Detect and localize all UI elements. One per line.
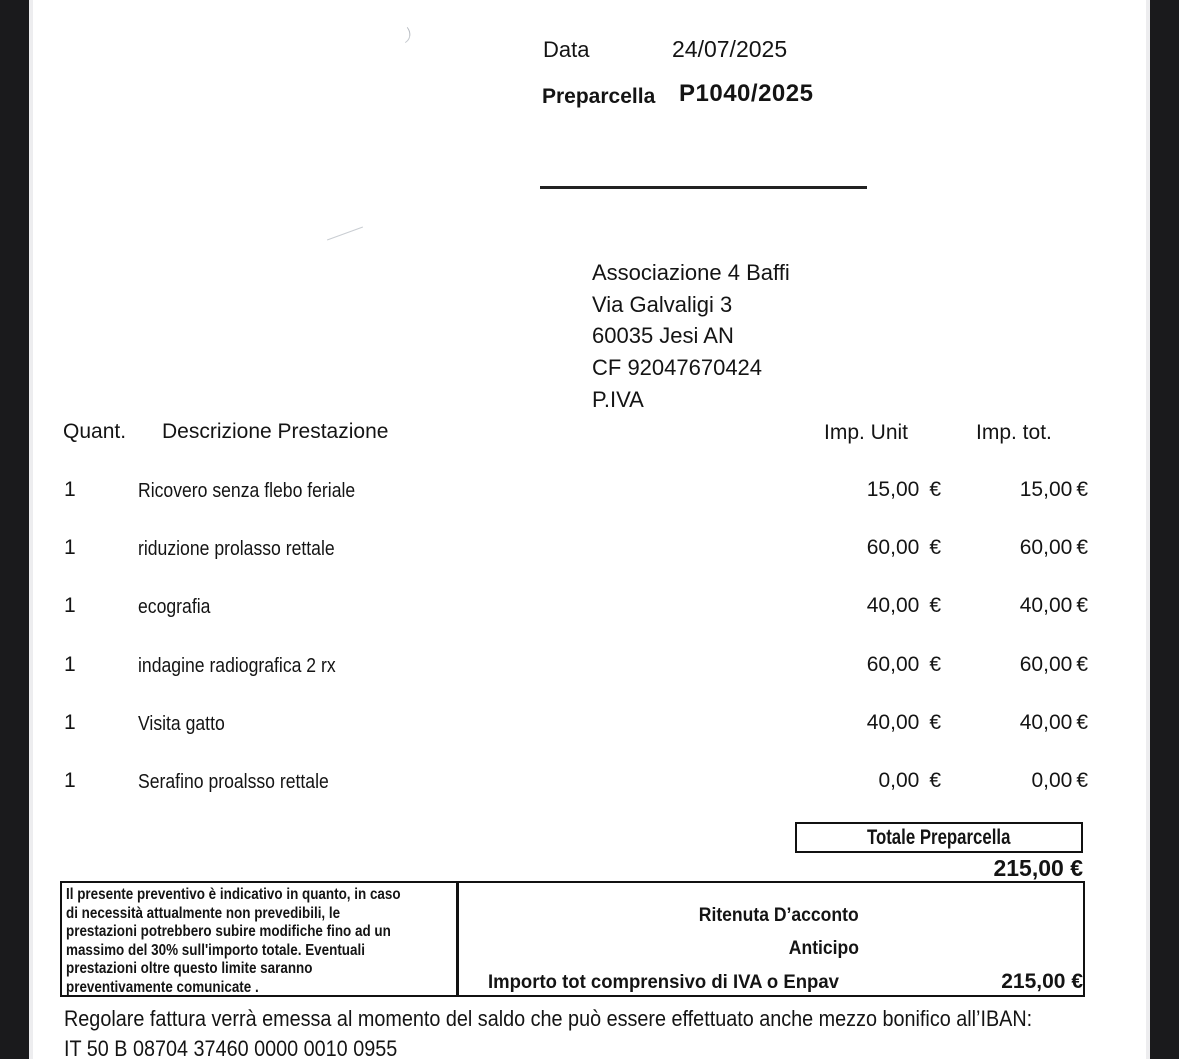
column-header-description: Descrizione Prestazione xyxy=(162,420,389,443)
total-box xyxy=(795,822,1083,853)
preparcella-number: P1040/2025 xyxy=(679,80,814,107)
ritenuta-label: Ritenuta D’acconto xyxy=(699,904,859,926)
row-quantity: 1 xyxy=(64,653,76,676)
disclaimer-line: preventivamente comunicate . xyxy=(66,978,259,996)
euro-symbol: € xyxy=(1076,536,1088,559)
row-quantity: 1 xyxy=(64,769,76,792)
table-row xyxy=(0,536,1179,562)
euro-symbol: € xyxy=(929,653,941,676)
row-description: Visita gatto xyxy=(138,713,225,735)
row-description: riduzione prolasso rettale xyxy=(138,538,335,560)
column-header-qty: Quant. xyxy=(63,420,127,443)
page-left-edge xyxy=(29,0,33,1059)
euro-symbol: € xyxy=(1076,653,1088,676)
row-description: ecografia xyxy=(138,596,211,618)
row-unit-price: 60,00 € xyxy=(866,653,941,676)
euro-symbol: € xyxy=(929,769,941,792)
row-unit-price: 0,00 € xyxy=(878,769,941,792)
recipient-address-line: Associazione 4 Baffi xyxy=(592,260,790,285)
date-label: Data xyxy=(543,37,590,62)
disclaimer-line: prestazioni oltre questo limite saranno xyxy=(66,960,313,978)
row-unit-price: 60,00 € xyxy=(866,536,941,559)
disclaimer-line: massimo del 30% sull'importo totale. Eventuali xyxy=(66,941,365,959)
table-row xyxy=(0,711,1179,737)
preparcella-label: Preparcella xyxy=(542,85,656,108)
table-row xyxy=(0,653,1179,679)
summary-box xyxy=(60,881,1085,997)
euro-symbol: € xyxy=(1076,478,1088,501)
row-quantity: 1 xyxy=(64,711,76,734)
row-total-price: 15,00 € xyxy=(1019,478,1088,501)
row-total-price: 0,00 € xyxy=(1031,769,1088,792)
recipient-address-line: 60035 Jesi AN xyxy=(592,323,734,349)
recipient-address-line: CF 92047670424 xyxy=(592,355,763,381)
disclaimer-line: prestazioni potrebbero subire modifiche fino ad un xyxy=(66,923,391,941)
euro-symbol: € xyxy=(929,594,941,617)
euro-symbol: € xyxy=(929,536,941,559)
row-quantity: 1 xyxy=(64,594,76,617)
row-quantity: 1 xyxy=(64,478,76,501)
header-divider-line xyxy=(540,186,867,189)
date-value: 24/07/2025 xyxy=(672,36,788,62)
grand-total-value: 215,00 € xyxy=(993,855,1083,881)
euro-symbol: € xyxy=(929,478,941,501)
column-header-total-price: Imp. tot. xyxy=(976,421,1052,444)
table-row xyxy=(0,769,1179,795)
row-description: Serafino proalsso rettale xyxy=(138,771,329,793)
disclaimer-line: Il presente preventivo è indicativo in quanto, in caso xyxy=(66,886,401,903)
row-unit-price: 40,00 € xyxy=(866,594,941,617)
recipient-address-line: Via Galvaligi 3 xyxy=(592,291,733,317)
row-quantity: 1 xyxy=(64,536,76,559)
total-box-label: Totale Preparcella xyxy=(867,826,1011,849)
importo-label: Importo tot comprensivo di IVA o Enpav xyxy=(488,971,839,993)
page-right-edge xyxy=(1146,0,1150,1059)
row-description: indagine radiografica 2 rx xyxy=(138,655,336,677)
footer-iban-number: IT 50 B 08704 37460 0000 0010 0955 xyxy=(64,1036,398,1059)
row-description: Ricovero senza flebo feriale xyxy=(138,480,356,502)
recipient-address-block xyxy=(592,257,790,416)
row-unit-price: 40,00 € xyxy=(866,711,941,734)
row-unit-price: 15,00 € xyxy=(866,478,941,501)
table-row xyxy=(0,594,1179,620)
column-header-unit-price: Imp. Unit xyxy=(824,421,909,444)
row-total-price: 40,00 € xyxy=(1019,711,1088,734)
euro-symbol: € xyxy=(1076,594,1088,617)
recipient-address-line: P.IVA xyxy=(592,386,644,412)
row-total-price: 60,00 € xyxy=(1019,536,1088,559)
euro-symbol: € xyxy=(929,711,941,734)
euro-symbol: € xyxy=(1076,711,1088,734)
euro-symbol: € xyxy=(1076,769,1088,792)
importo-value: 215,00 € xyxy=(1001,970,1083,993)
footer-iban-sentence: Regolare fattura verrà emessa al momento del saldo che può essere effettuato anche mezzo bonifico all’IBAN: xyxy=(64,1006,1033,1031)
disclaimer-line: di necessità attualmente non prevedibili, le xyxy=(66,904,341,922)
anticipo-label: Anticipo xyxy=(788,937,859,959)
row-total-price: 60,00 € xyxy=(1019,653,1088,676)
table-row xyxy=(0,478,1179,504)
disclaimer-text xyxy=(66,886,464,997)
row-total-price: 40,00 € xyxy=(1019,594,1088,617)
